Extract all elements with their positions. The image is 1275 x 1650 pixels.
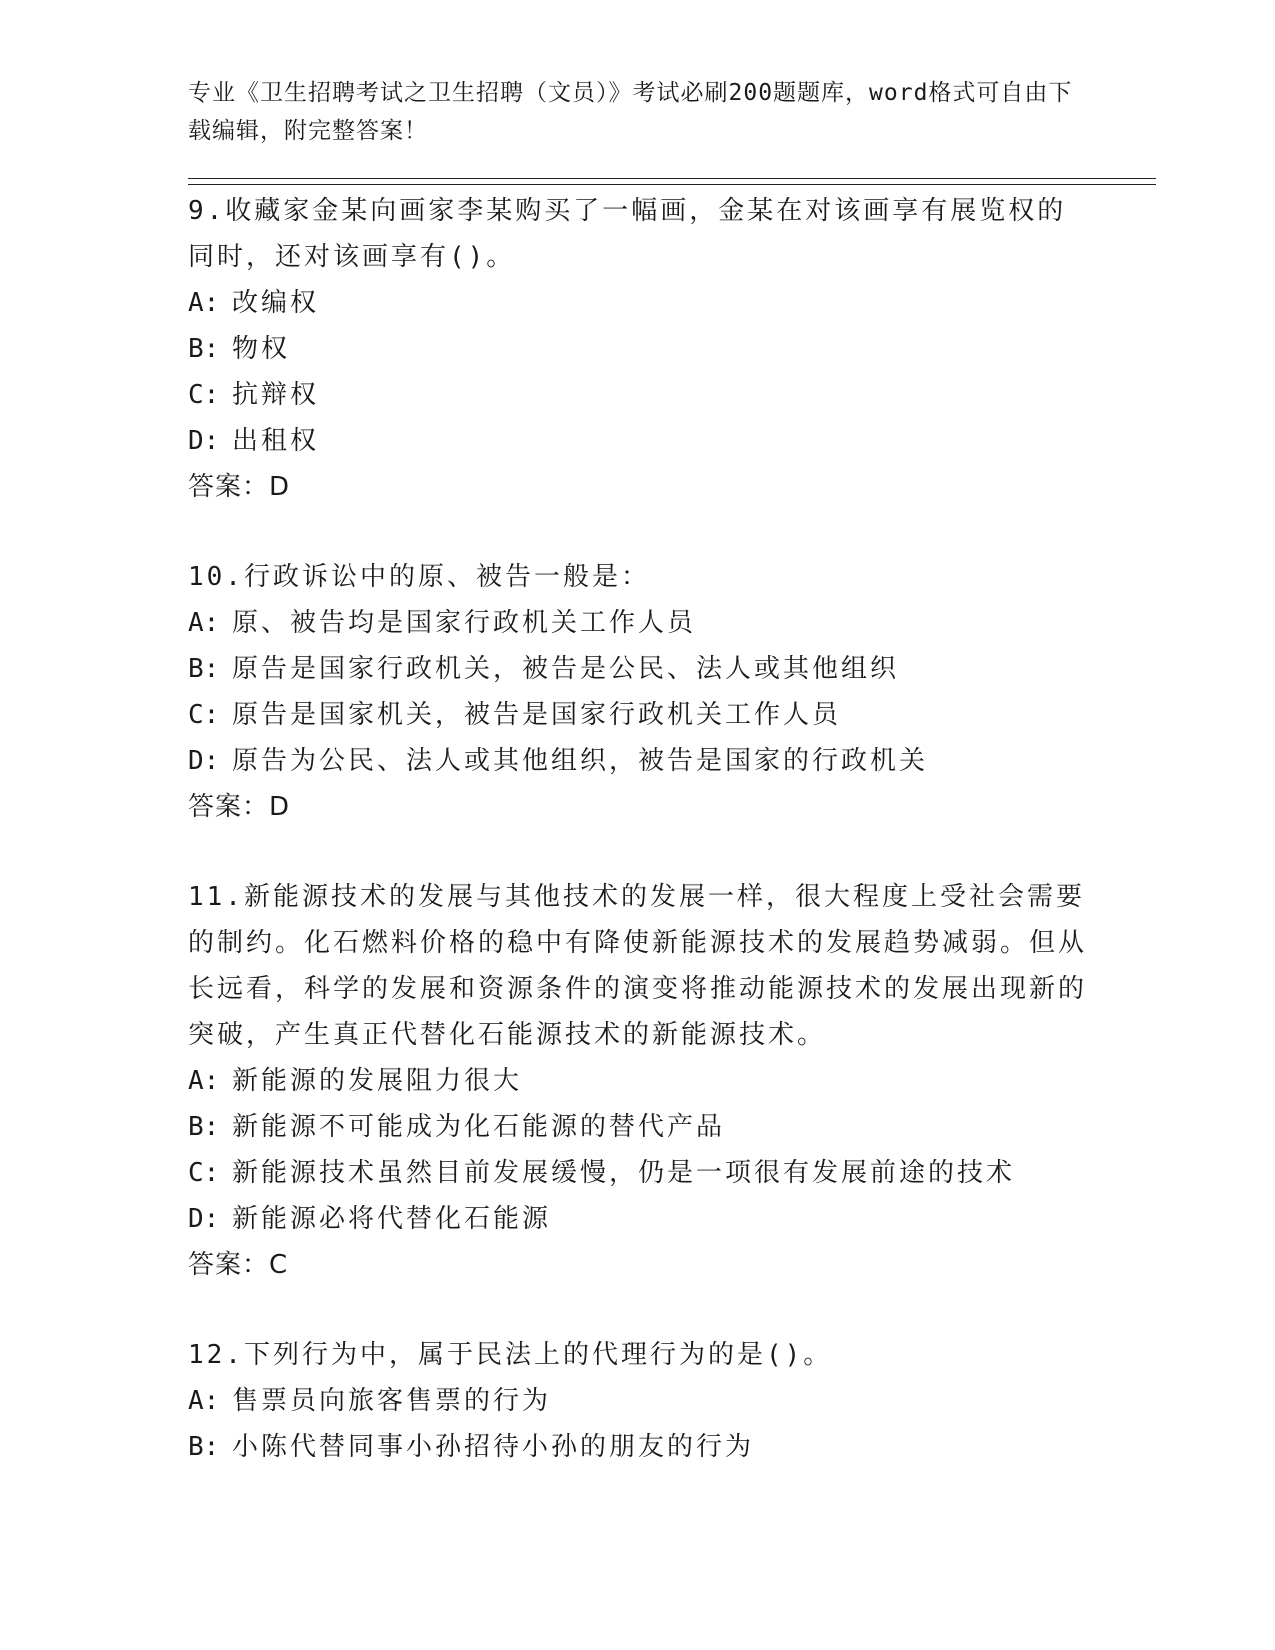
- option-b: [188, 646, 1088, 692]
- option-letter: D:: [188, 1204, 220, 1234]
- option-letter: B:: [188, 1112, 220, 1142]
- question-stem: 12.下列行为中，属于民法上的代理行为的是()。: [188, 1340, 833, 1370]
- document-header: [188, 74, 1088, 150]
- option-a: [188, 600, 1088, 646]
- option-b: [188, 326, 1088, 372]
- option-a: [188, 280, 1088, 326]
- question-stem: 9.收藏家金某向画家李某购买了一幅画，金某在对该画享有展览权的同时，还对该画享有()。: [188, 196, 1067, 272]
- option-text: 原告是国家行政机关，被告是公民、法人或其他组织: [232, 654, 900, 684]
- option-text: 售票员向旅客售票的行为: [232, 1386, 552, 1416]
- option-text: 新能源不可能成为化石能源的替代产品: [232, 1112, 726, 1142]
- option-d: [188, 418, 1088, 464]
- option-c: [188, 692, 1088, 738]
- option-text: 新能源技术虽然目前发展缓慢，仍是一项很有发展前途的技术: [232, 1158, 1016, 1188]
- option-d: [188, 1196, 1088, 1242]
- option-letter: A:: [188, 608, 220, 638]
- option-a: [188, 1378, 1088, 1424]
- question-10: [188, 554, 1088, 830]
- option-letter: B:: [188, 654, 220, 684]
- question-list: [188, 188, 1088, 1514]
- option-letter: B:: [188, 334, 220, 364]
- option-text: 小陈代替同事小孙招待小孙的朋友的行为: [232, 1432, 755, 1462]
- question-stem: 10.行政诉讼中的原、被告一般是：: [188, 562, 650, 592]
- option-letter: C:: [188, 700, 220, 730]
- option-c: [188, 372, 1088, 418]
- option-letter: A:: [188, 288, 220, 318]
- option-text: 物权: [232, 334, 291, 364]
- option-b: [188, 1424, 1088, 1470]
- question-stem: 11.新能源技术的发展与其他技术的发展一样，很大程度上受社会需要的制约。化石燃料价格的稳中有降使新能源技术的发展趋势减弱。但从长远看，科学的发展和资源条件的演变将推动能源技术的发展出现新的突破，产生真正代替化石能源技术的新能源技术。: [188, 882, 1088, 1050]
- option-letter: C:: [188, 1158, 220, 1188]
- option-a: [188, 1058, 1088, 1104]
- answer-line: 答案：D: [188, 472, 291, 502]
- question-11: [188, 874, 1088, 1288]
- option-text: 原告是国家机关，被告是国家行政机关工作人员: [232, 700, 842, 730]
- option-c: [188, 1150, 1088, 1196]
- header-text: 专业《卫生招聘考试之卫生招聘（文员）》考试必刷200题题库，word格式可自由下载编辑，附完整答案！: [188, 80, 1073, 144]
- option-d: [188, 738, 1088, 784]
- answer-line: 答案：D: [188, 792, 291, 822]
- option-text: 新能源的发展阻力很大: [232, 1066, 523, 1096]
- option-text: 原、被告均是国家行政机关工作人员: [232, 608, 697, 638]
- header-divider-top: [188, 178, 1156, 179]
- answer-line: 答案：C: [188, 1250, 289, 1280]
- question-9: [188, 188, 1088, 510]
- option-text: 改编权: [232, 288, 320, 318]
- question-12: [188, 1332, 1088, 1470]
- option-letter: A:: [188, 1066, 220, 1096]
- option-text: 抗辩权: [232, 380, 320, 410]
- option-b: [188, 1104, 1088, 1150]
- option-letter: D:: [188, 746, 220, 776]
- option-letter: B:: [188, 1432, 220, 1462]
- option-letter: C:: [188, 380, 220, 410]
- option-letter: A:: [188, 1386, 220, 1416]
- option-text: 原告为公民、法人或其他组织，被告是国家的行政机关: [232, 746, 929, 776]
- option-text: 新能源必将代替化石能源: [232, 1204, 552, 1234]
- header-divider-bottom: [188, 184, 1156, 185]
- option-text: 出租权: [232, 426, 320, 456]
- option-letter: D:: [188, 426, 220, 456]
